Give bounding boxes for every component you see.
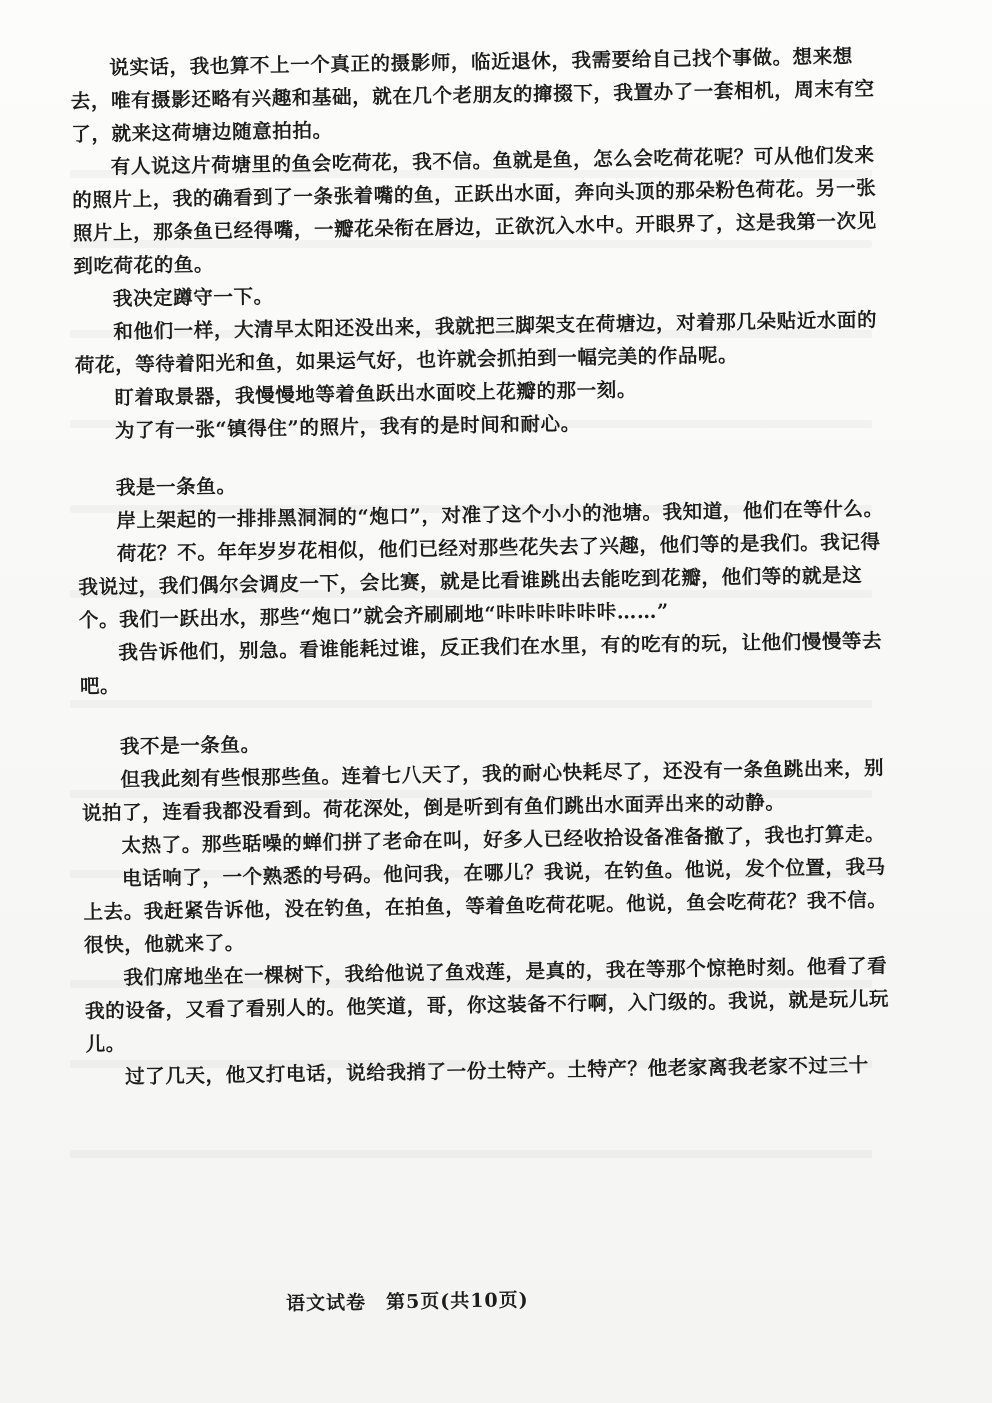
paragraph: 和他们一样，大清早太阳还没出来，我就把三脚架支在荷塘边，对着那几朵贴近水面的荷花，等待着阳光和鱼，如果运气好，也许就会抓拍到一幅完美的作品呢。 bbox=[74, 308, 878, 377]
paragraph: 为了有一张“镇得住”的照片，我有的是时间和耐心。 bbox=[114, 412, 581, 443]
section-heading: 我不是一条鱼。 bbox=[119, 733, 261, 759]
paragraph: 岸上架起的一排排黑洞洞的“炮口”，对准了这个小小的池塘。我知道，他们在等什么。 bbox=[116, 497, 884, 533]
page-footer: 语文试卷 第5页(共10页) bbox=[285, 1289, 529, 1315]
paragraph: 我决定蹲守一下。 bbox=[112, 284, 274, 311]
paragraph: 我们席地坐在一棵树下，我给他说了鱼戏莲，是真的，我在等那个惊艳时刻。他看了看我的设备，又看了看别人的。他笑道，哥，你这装备不行啊，入门级的。我说，就是玩儿玩儿。 bbox=[84, 954, 890, 1056]
paragraph: 太热了。那些聒噪的蝉们拼了老命在叫，好多人已经收拾设备准备撤了，我也打算走。 bbox=[121, 822, 886, 858]
paragraph: 但我此刻有些恨那些鱼。连着七八天了，我的耐心快耗尽了，还没有一条鱼跳出来，别说拍了，连看我都没看到。荷花深处，倒是听到有鱼们跳出水面弄出来的动静。 bbox=[81, 756, 885, 825]
paragraph: 有人说这片荷塘里的鱼会吃荷花，我不信。鱼就是鱼，怎么会吃荷花呢？可从他们发来的照片上，我的确看到了一条张着嘴的鱼，正跃出水面，奔向头顶的那朵粉色荷花。另一张照片上，那条鱼已经得嘴，一瓣花朵衔在唇边，正欲沉入水中。开眼界了，这是我第一次见到吃荷花的鱼。 bbox=[72, 143, 877, 278]
paragraph: 过了几天，他又打电话，说给我捎了一份土特产。土特产？他老家离我老家不过三十 bbox=[124, 1053, 869, 1089]
paragraph: 荷花？不。年年岁岁花相似，他们已经对那些花失去了兴趣，他们等的是我们。我记得我说过，我们偶尔会调皮一下，会比赛，就是比看谁跳出去能吃到花瓣，他们等的就是这个。我们一跃出水，那些“炮口”就会齐刷刷地“咔咔咔咔咔咔……” bbox=[78, 530, 881, 632]
paragraph: 盯着取景器，我慢慢地等着鱼跃出水面咬上花瓣的那一刻。 bbox=[114, 378, 638, 410]
passage-body bbox=[70, 39, 904, 1094]
section-heading: 我是一条鱼。 bbox=[115, 474, 237, 500]
paragraph: 说实话，我也算不上一个真正的摄影师，临近退休，我需要给自己找个事做。想来想去，唯有摄影还略有兴趣和基础，就在几个老朋友的撺掇下，我置办了一套相机，周末有空了，就来这荷塘边随意拍拍。 bbox=[70, 44, 875, 146]
paragraph: 电话响了，一个熟悉的号码。他问我，在哪儿？我说，在钓鱼。他说，发个位置，我马上去。我赶紧告诉他，没在钓鱼，在拍鱼，等着鱼吃荷花呢。他说，鱼会吃荷花？我不信。很快，他就来了。 bbox=[83, 855, 888, 957]
paragraph: 我告诉他们，别急。看谁能耗过谁，反正我们在水里，有的吃有的玩，让他们慢慢等去吧。 bbox=[79, 629, 883, 698]
